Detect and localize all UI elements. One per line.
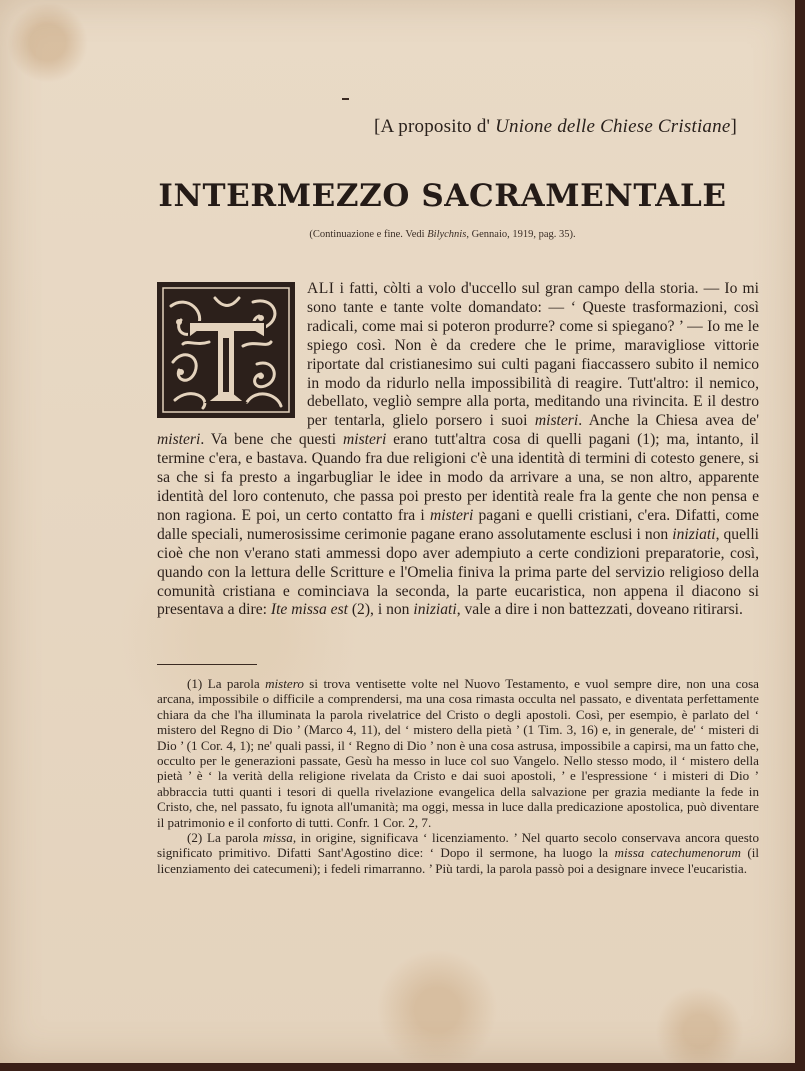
page-mark (342, 98, 349, 100)
footnote-2-run: (il licenziamento dei catecumeni); i fedeli rimarranno. ’ Più tardi, la parola passò poi a designare invece l'eucaristia. (157, 845, 759, 876)
body-text-italic-run: misteri (534, 412, 579, 430)
heading-prefix: [A proposito d' (373, 116, 496, 137)
footnote-2-italic-run: missa catechumenorum (614, 845, 741, 861)
body-text-run: i fatti, còlti a volo d'uccello sul gran campo della storia. — Io mi sono tante e tante volte domandato: — ‘ Queste trasformazioni, così radicali, come mai si poteron produrre? come si spiegano? ’ — Io me le spiego così. Non è da credere che le prime, maravigliose vittorie riportate dal cristianesimo sui culti pagani fiaccassero subito il nemico in modo da ridurlo nella impossibilità di reagire. Tutt'altro: il nemico, debellato, vegliò sempre alla porta, meditando una rivincita. E il destro per tentarla, glielo porsero i suoi (307, 280, 759, 430)
body-text-run: , quelli cioè che non v'erano stati ammessi dopo aver adempiuto a certe condizioni preparatorie, così, quando con la lettura delle Scritture e l'Omelia finiva la prima parte del servizio religioso della comunità cristiana e cominciava la seconda, la parte eucaristica, non appena il diacono si presentava a dire: (157, 525, 760, 619)
body-text-italic-run: Ite missa est (270, 601, 348, 619)
body-text-italic-run: misteri (342, 431, 387, 449)
footnote-1-run: si trova ventisette volte nel Nuovo Testamento, e vuol sempre dire, non una cosa arcana, impossibile o difficile a comprendersi, ma una cosa rimasta occulta nel passato, e diventata perfettamente chiara da che l'ha illuminata la parola rivelatrice del Cristo o degli apostoli. Così, per esempio, è parlato del ‘ mistero del Regno di Dio ’ (Marco 4, 11), del ‘ mistero della pietà ’ (1 Tim. 3, 16) e, in generale, de' ‘ misteri di Dio ’ (1 Cor. 4, 1); ne' quali passi, il ‘ Regno di Dio ’ non è una cosa astrusa, impossibile a capirsi, ma un fatto che, occulto per le generazioni passate, Gesù ha messo in luce col suo Vangelo. Nello stesso modo, il ‘ mistero della pietà ’ è ‘ la verità della religione rivelata da Cristo e dai suoi apostoli, ’ e l'espressione ‘ i misteri di Dio ’ abbraccia tutti quanti i tesori di quella rivelazione evangelica della salvazione per grazia mediante la fede in Cristo, che, nel passato, fu ignota all'umanità; ma oggi, messa in luce dalla predicazione apostolica, può diventare il patrimonio e il conforto di tutti. Confr. 1 Cor. 2, 7. (157, 676, 759, 830)
footnote-2-run: , in origine, significava ‘ licenziamento. ’ Nel quarto secolo conservava ancora questo significato primitivo. Difatti Sant'Agostino dice: ‘ Dopo il sermone, ha luogo la (157, 830, 759, 861)
body-text-italic-run: iniziati (672, 525, 716, 543)
body-text-italic-run: misteri (157, 431, 201, 449)
footnote-1-run: (1) La parola (187, 676, 266, 691)
footnote-2-italic-run: missa (262, 830, 293, 846)
body-text-run: . Anche la Chiesa avea de' (578, 412, 759, 430)
body-text (157, 280, 759, 620)
footnotes (157, 676, 759, 876)
body-text-run: . Va bene che questi (200, 431, 343, 449)
footnote-2-run: (2) La parola (187, 830, 263, 846)
heading-suffix: ] (730, 116, 737, 137)
footnote-rule (157, 664, 257, 665)
dropcap-ornament (157, 282, 295, 418)
footnote-1 (157, 676, 759, 830)
body-text-italic-run: misteri (429, 506, 474, 524)
body-text-run: , vale a dire i non battezzati, doveano ritirarsi. (456, 601, 743, 619)
subtitle-journal: Bilychnis (427, 229, 467, 240)
body-text-run: pagani e quelli cristiani, c'era. Difatti, come dalle speciali, numerosissime cerimonie pagane erano assolutamente esclusi i non (157, 506, 759, 543)
body-text-run: erano tutt'altra cosa di quelli pagani (1); ma, intanto, il termine c'era, e bastava. Quando fra due religioni c'è una identità di termini di cotesto genere, si sa che si fa presto a ingarbugliar le idee in modo da arrivare a una, se non altro, apparente identità del loro contenuto, che passa poi presto per identità reale fra la gente che non pensa e non ragiona. E poi, un certo contatto fra i (157, 431, 760, 524)
subtitle-suffix: , Gennaio, 1919, pag. 35). (466, 229, 576, 240)
subtitle-prefix: (Continuazione e fine. Vedi (309, 229, 428, 240)
body-text-run: (2), i non (347, 601, 414, 619)
footnote-2 (157, 830, 759, 876)
section-heading (374, 116, 737, 138)
article-subtitle (0, 229, 805, 240)
body-text-italic-run: iniziati (413, 601, 457, 619)
heading-italic: Unione delle Chiese Cristiane (495, 116, 731, 137)
body-text-run: ALI (307, 280, 335, 297)
article-title: INTERMEZZO SACRAMENTALE (158, 178, 727, 214)
footnote-1-italic-run: mistero (265, 676, 304, 691)
